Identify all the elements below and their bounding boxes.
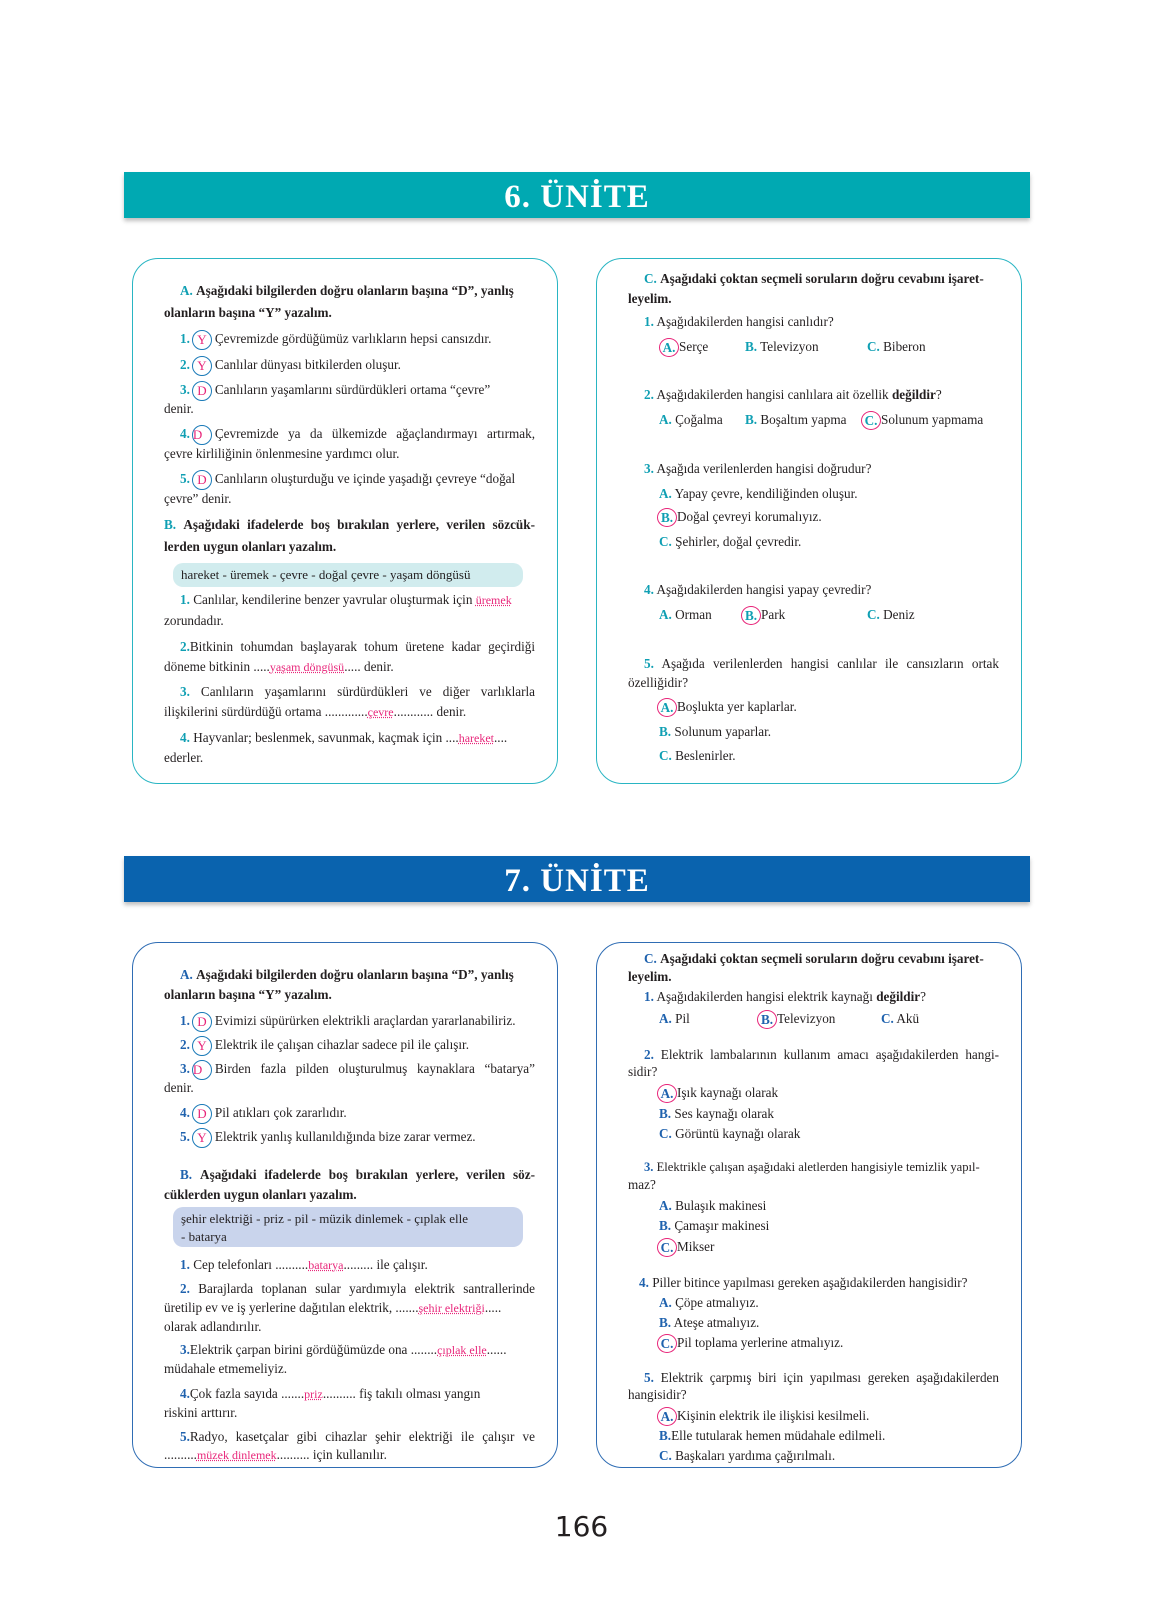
unit7-secB-heading: B. Aşağıdaki ifadelerde boş bırakılan yerlere, verilen söz- bbox=[180, 1167, 536, 1182]
unit6-A-item-1: 1. Y Çevremizde gördüğümüz varlıkların hepsi cansızdır. bbox=[180, 329, 491, 350]
unit7-C-q1-c: C. Akü bbox=[881, 1011, 920, 1026]
unit6-B-item-1-cont: zorundadır. bbox=[164, 613, 224, 628]
unit6-B-item-1: 1. Canlılar, kendilerine benzer yavrular oluşturmak için üremek bbox=[180, 592, 512, 607]
answer-circle: D bbox=[192, 1104, 212, 1124]
unit6-C-q3-c: C. Şehirler, doğal çevredir. bbox=[659, 534, 802, 549]
unit7-C-q5-b: B.Elle tutularak hemen müdahale edilmeli. bbox=[659, 1428, 886, 1443]
page-number: 166 bbox=[554, 1510, 609, 1543]
unit7-C-q3-cont: maz? bbox=[628, 1177, 656, 1192]
word-bank-line-2: - batarya bbox=[181, 1229, 227, 1244]
unit6-C-q4-c: C. Deniz bbox=[867, 607, 915, 622]
answer-circle: D bbox=[192, 1060, 212, 1080]
unit7-C-q4-b: B. Ateşe atmalıyız. bbox=[659, 1315, 760, 1330]
unit6-B-item-2-cont: döneme bitkinin .....yaşam döngüsü..... denir. bbox=[164, 659, 394, 674]
answer-circle: D bbox=[192, 470, 212, 490]
unit7-B-item-2: 2. Barajlarda toplanan sular yardımıyla elektrik santrallerinde bbox=[180, 1281, 535, 1296]
answer-circle: Y bbox=[192, 330, 212, 350]
answer-circle: D bbox=[192, 381, 212, 401]
unit6-C-q2-b: B. Boşaltım yapma bbox=[745, 412, 847, 427]
unit7-B-item-4-cont: riskini arttırır. bbox=[164, 1405, 238, 1420]
answer-circle: Y bbox=[192, 1128, 212, 1148]
answer-circle: Y bbox=[192, 1036, 212, 1056]
answer-circle: D bbox=[192, 425, 212, 445]
unit7-C-q4: 4. Piller bitince yapılması gereken aşağıdakilerden hangisidir? bbox=[639, 1275, 968, 1290]
answer-circle: D bbox=[192, 1012, 212, 1032]
unit6-C-q3-a: A. Yapay çevre, kendiliğinden oluşur. bbox=[659, 486, 858, 501]
answer-circle: Y bbox=[192, 356, 212, 376]
unit6-C-q4-b: B. Park bbox=[741, 605, 785, 625]
unit7-B-item-5-cont: ..........müzek dinlemek.......... için kullanılır. bbox=[164, 1447, 387, 1462]
unit6-secB-heading-2: lerden uygun olanları yazalım. bbox=[164, 539, 337, 554]
unit6-B-item-3-cont: ilişkilerini sürdürdüğü ortama .............çevre............ denir. bbox=[164, 704, 467, 719]
unit7-right-box bbox=[596, 942, 1022, 1468]
unit7-A-item-3: 3. D Birden fazla pilden oluşturulmuş kaynaklara “batarya” bbox=[180, 1059, 535, 1080]
unit7-B-item-3-cont: müdahale etmemeliyiz. bbox=[164, 1361, 288, 1376]
unit7-C-q2: 2. Elektrik lambalarının kullanım amacı aşağıdakilerden hangi- bbox=[644, 1047, 1000, 1062]
unit7-C-q4-c: C. Pil toplama yerlerine atmalıyız. bbox=[657, 1333, 843, 1353]
unit6-B-item-2: 2.Bitkinin tohumdan başlayarak tohum üretene kadar geçirdiği bbox=[180, 639, 535, 654]
unit7-C-q3-b: B. Çamaşır makinesi bbox=[659, 1218, 770, 1233]
unit6-C-q5-cont: özelliğidir? bbox=[628, 675, 689, 690]
unit6-A-item-5-cont: çevre” denir. bbox=[164, 491, 232, 506]
unit7-C-q5-cont: hangisidir? bbox=[628, 1387, 687, 1402]
unit7-A-item-3-cont: denir. bbox=[164, 1080, 194, 1095]
unit6-C-q2: 2. Aşağıdakilerden hangisi canlılara ait özellik değildir? bbox=[644, 387, 942, 402]
unit6-C-q3-b: B. Doğal çevreyi korumalıyız. bbox=[657, 507, 822, 527]
unit7-B-item-3: 3.Elektrik çarpan birini gördüğümüzde ona ........çıplak elle...... bbox=[180, 1342, 507, 1357]
unit7-C-q3: 3. Elektrikle çalışan aşağıdaki aletlerden hangisiyle temizlik yapıl- bbox=[644, 1160, 980, 1174]
word-bank-line-1: şehir elektriği - priz - pil - müzik dinlemek - çıplak elle bbox=[181, 1211, 468, 1226]
unit7-C-q2-b: B. Ses kaynağı olarak bbox=[659, 1106, 774, 1121]
unit6-B-item-3: 3. Canlıların yaşamlarını sürdürdükleri ve diğer varlıklarla bbox=[180, 684, 535, 699]
unit-6-banner: 6. ÜNİTE bbox=[124, 172, 1030, 218]
unit7-C-q3-a: A. Bulaşık makinesi bbox=[659, 1198, 767, 1213]
unit7-A-item-4: 4. D Pil atıkları çok zararlıdır. bbox=[180, 1103, 347, 1124]
unit6-A-item-4: 4. D Çevremizde ya da ülkemizde ağaçlandırmayı artırmak, bbox=[180, 424, 535, 445]
unit7-secA-heading: A. Aşağıdaki bilgilerden doğru olanların başına “D”, yanlış bbox=[180, 967, 514, 982]
unit7-word-bank bbox=[173, 1207, 523, 1247]
unit6-secC-heading-2: leyelim. bbox=[628, 291, 672, 306]
unit7-secC-heading-2: leyelim. bbox=[628, 969, 672, 984]
unit6-word-bank: hareket - üremek - çevre - doğal çevre - yaşam döngüsü bbox=[173, 563, 523, 587]
unit7-secC-heading: C. Aşağıdaki çoktan seçmeli soruların doğru cevabını işaret- bbox=[644, 951, 984, 966]
unit7-A-item-1: 1. D Evimizi süpürürken elektrikli araçlardan yararlanabiliriz. bbox=[180, 1011, 516, 1032]
unit6-secB-heading: B. Aşağıdaki ifadelerde boş bırakılan yerlere, verilen sözcük- bbox=[164, 517, 535, 532]
unit6-C-q2-a: A. Çoğalma bbox=[659, 412, 723, 427]
unit7-C-q5-c: C. Başkaları yardıma çağırılmalı. bbox=[659, 1448, 836, 1463]
unit7-secA-heading-2: olanların başına “Y” yazalım. bbox=[164, 987, 332, 1002]
unit6-A-item-4-cont: çevre kirliliğinin önlenmesine yardımcı olur. bbox=[164, 446, 400, 461]
unit6-C-q1-c: C. Biberon bbox=[867, 339, 926, 354]
unit6-B-item-4-cont: ederler. bbox=[164, 750, 204, 765]
unit7-C-q2-cont: sidir? bbox=[628, 1064, 658, 1079]
unit7-left-box bbox=[132, 942, 558, 1468]
unit6-C-q2-c: C. Solunum yapmama bbox=[861, 410, 983, 430]
unit6-C-q1-a: A. Serçe bbox=[659, 337, 708, 357]
unit6-right-box bbox=[596, 258, 1022, 784]
unit7-C-q2-a: A. Işık kaynağı olarak bbox=[657, 1083, 778, 1103]
unit7-B-item-1: 1. Cep telefonları ..........batarya......... ile çalışır. bbox=[180, 1257, 428, 1272]
unit7-B-item-2-cont2: olarak adlandırılır. bbox=[164, 1319, 262, 1334]
unit7-C-q1-a: A. Pil bbox=[659, 1011, 690, 1026]
unit7-B-item-2-cont: üretilip ev ve iş yerlerine dağıtılan elektrik, .......şehir elektriği..... bbox=[164, 1300, 502, 1315]
unit-7-banner: 7. ÜNİTE bbox=[124, 856, 1030, 902]
unit6-A-item-3: 3. D Canlıların yaşamlarını sürdürdükleri ortama “çevre” bbox=[180, 380, 490, 401]
unit6-secA-heading-2: olanların başına “Y” yazalım. bbox=[164, 305, 332, 320]
unit7-C-q3-c: C. Mikser bbox=[657, 1237, 714, 1257]
unit6-A-item-3-cont: denir. bbox=[164, 401, 194, 416]
unit6-C-q5-c: C. Beslenirler. bbox=[659, 748, 736, 763]
unit6-secA-heading: A. Aşağıdaki bilgilerden doğru olanların başına “D”, yanlış bbox=[180, 283, 514, 298]
unit6-A-item-5: 5. D Canlıların oluşturduğu ve içinde yaşadığı çevreye “doğal bbox=[180, 469, 515, 490]
unit7-C-q1: 1. Aşağıdakilerden hangisi elektrik kaynağı değildir? bbox=[644, 989, 927, 1004]
unit6-C-q5-a: A. Boşlukta yer kaplarlar. bbox=[657, 697, 797, 717]
unit7-C-q1-b: B. Televizyon bbox=[757, 1009, 835, 1029]
unit6-A-item-2: 2. Y Canlılar dünyası bitkilerden oluşur. bbox=[180, 355, 401, 376]
unit6-C-q5: 5. Aşağıda verilenlerden hangisi canlılar ile cansızların ortak bbox=[644, 656, 999, 671]
unit7-C-q4-a: A. Çöpe atmalıyız. bbox=[659, 1295, 759, 1310]
unit7-C-q2-c: C. Görüntü kaynağı olarak bbox=[659, 1126, 801, 1141]
unit6-C-q1: 1. Aşağıdakilerden hangisi canlıdır? bbox=[644, 314, 834, 329]
unit7-A-item-5: 5. Y Elektrik yanlış kullanıldığında bize zarar vermez. bbox=[180, 1127, 476, 1148]
unit6-C-q1-b: B. Televizyon bbox=[745, 339, 819, 354]
unit6-B-item-4: 4. Hayvanlar; beslenmek, savunmak, kaçmak için ....hareket.... bbox=[180, 730, 508, 745]
unit6-C-q5-b: B. Solunum yaparlar. bbox=[659, 724, 772, 739]
unit7-C-q5-a: A. Kişinin elektrik ile ilişkisi kesilmeli. bbox=[657, 1406, 869, 1426]
unit7-A-item-2: 2. Y Elektrik ile çalışan cihazlar sadece pil ile çalışır. bbox=[180, 1035, 469, 1056]
unit6-C-q4: 4. Aşağıdakilerden hangisi yapay çevredir? bbox=[644, 582, 872, 597]
unit6-secC-heading: C. Aşağıdaki çoktan seçmeli soruların doğru cevabını işaret- bbox=[644, 271, 984, 286]
unit7-secB-heading-2: cüklerden uygun olanları yazalım. bbox=[164, 1187, 357, 1202]
unit7-B-item-4: 4.Çok fazla sayıda .......priz.......... fiş takılı olması yangın bbox=[180, 1386, 481, 1401]
unit6-left-box bbox=[132, 258, 558, 784]
unit7-C-q5: 5. Elektrik çarpmış biri için yapılması gereken aşağıdakilerden bbox=[644, 1370, 999, 1385]
unit6-C-q3: 3. Aşağıda verilenlerden hangisi doğrudur? bbox=[644, 461, 872, 476]
unit7-B-item-5: 5.Radyo, kasetçalar gibi cihazlar şehir elektriği ile çalışır ve bbox=[180, 1429, 535, 1444]
unit6-C-q4-a: A. Orman bbox=[659, 607, 712, 622]
